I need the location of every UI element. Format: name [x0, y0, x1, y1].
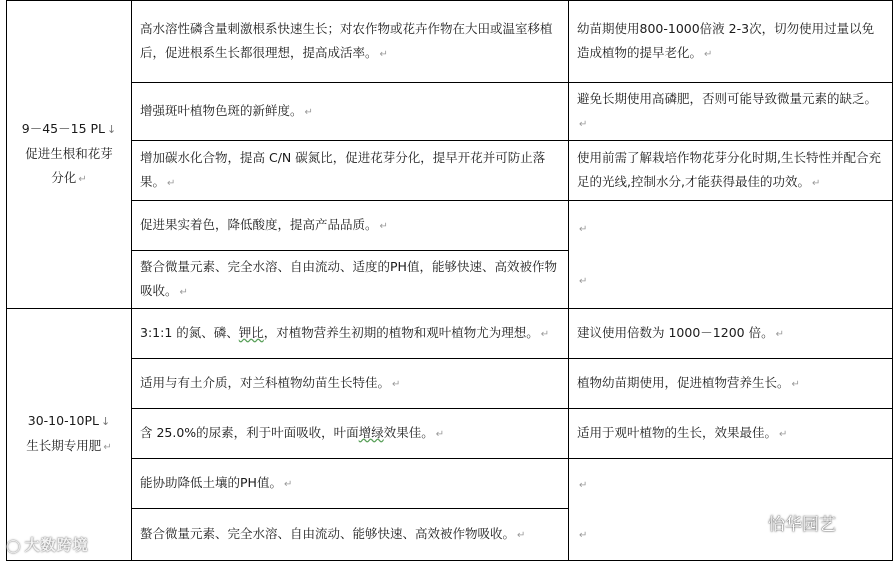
- note-cell: 适用于观叶植物的生长，效果最佳。 ↵: [569, 409, 893, 459]
- note-cell: 使用前需了解栽培作物花芽分化时期,生长特性并配合充足的光线,控制水分,才能获得最佳的功效。 ↵: [569, 141, 893, 201]
- product-label-1: [7, 1, 132, 309]
- product-purpose: 生长期专用肥: [26, 438, 102, 453]
- wechat-icon: [734, 512, 762, 534]
- fertilizer-table: [6, 0, 893, 561]
- table-row: [7, 409, 893, 459]
- product-purpose: 促进生根和花芽: [25, 146, 113, 161]
- product-label-2: 30-10-10PL ↓ 生长期专用肥 ↵: [7, 309, 132, 561]
- effect-cell: 增强斑叶植物色斑的新鲜度。 ↵: [132, 83, 569, 141]
- effect-cell: 螯合微量元素、完全水溶、自由流动、适度的PH值，能够快速、高效被作物吸收。 ↵: [132, 251, 569, 309]
- note-cell-empty: ↵ ↵: [569, 201, 893, 309]
- grammar-flag: 增绿: [358, 424, 384, 440]
- note-cell: 植物幼苗期使用，促进植物营养生长。 ↵: [569, 359, 893, 409]
- watermark-left: ◯ 大数跨境: [6, 536, 89, 554]
- line-break-mark: ↓: [107, 123, 117, 136]
- table-row: [7, 359, 893, 409]
- table-row: [7, 1, 893, 83]
- note-cell: 建议使用倍数为 1000－1200 倍。 ↵: [569, 309, 893, 359]
- effect-cell: 螯合微量元素、完全水溶、自由流动、能够快速、高效被作物吸收。 ↵: [132, 509, 569, 561]
- effect-cell: 3:1:1 的氮、磷、钾比，对植物营养生初期的植物和观叶植物尤为理想。 ↵: [132, 309, 569, 359]
- product-formula: 30-10-10PL: [27, 413, 100, 428]
- line-break-mark: ↓: [101, 415, 111, 428]
- table-row: [7, 201, 893, 251]
- note-cell-empty: ↵ ↵: [569, 459, 893, 561]
- note-cell: 避免长期使用高磷肥，否则可能导致微量元素的缺乏。↵: [569, 83, 893, 141]
- effect-cell: 适用与有土介质，对兰科植物幼苗生长特佳。 ↵: [132, 359, 569, 409]
- effect-cell: 高水溶性磷含量刺激根系快速生长；对农作物或花卉作物在大田或温室移植后，促进根系生长都很理想，提高成活率。 ↵: [132, 1, 569, 83]
- table-row: [7, 141, 893, 201]
- effect-cell: 增加碳水化合物，提高 C/N 碳氮比，促进花芽分化，提早开花并可防止落果。 ↵: [132, 141, 569, 201]
- chat-bubble-icon: ◯: [6, 539, 22, 554]
- watermark-right: 怡华园艺: [734, 510, 836, 535]
- grammar-flag: 钾比: [238, 324, 264, 340]
- note-cell: 幼苗期使用800-1000倍液 2-3次，切勿使用过量以免造成植物的提早老化。 ↵: [569, 1, 893, 83]
- product-purpose-cont: 分化: [51, 170, 77, 185]
- product-formula: 9－45－15 PL: [21, 121, 106, 136]
- effect-cell: 能协助降低土壤的PH值。 ↵: [132, 459, 569, 509]
- table-row: [7, 83, 893, 141]
- paragraph-mark: ↵: [78, 174, 87, 185]
- table-row: [7, 309, 893, 359]
- effect-cell: 促进果实着色，降低酸度，提高产品品质。 ↵: [132, 201, 569, 251]
- effect-cell: 含 25.0%的尿素，利于叶面吸收，叶面增绿效果佳。 ↵: [132, 409, 569, 459]
- table-row: [7, 459, 893, 509]
